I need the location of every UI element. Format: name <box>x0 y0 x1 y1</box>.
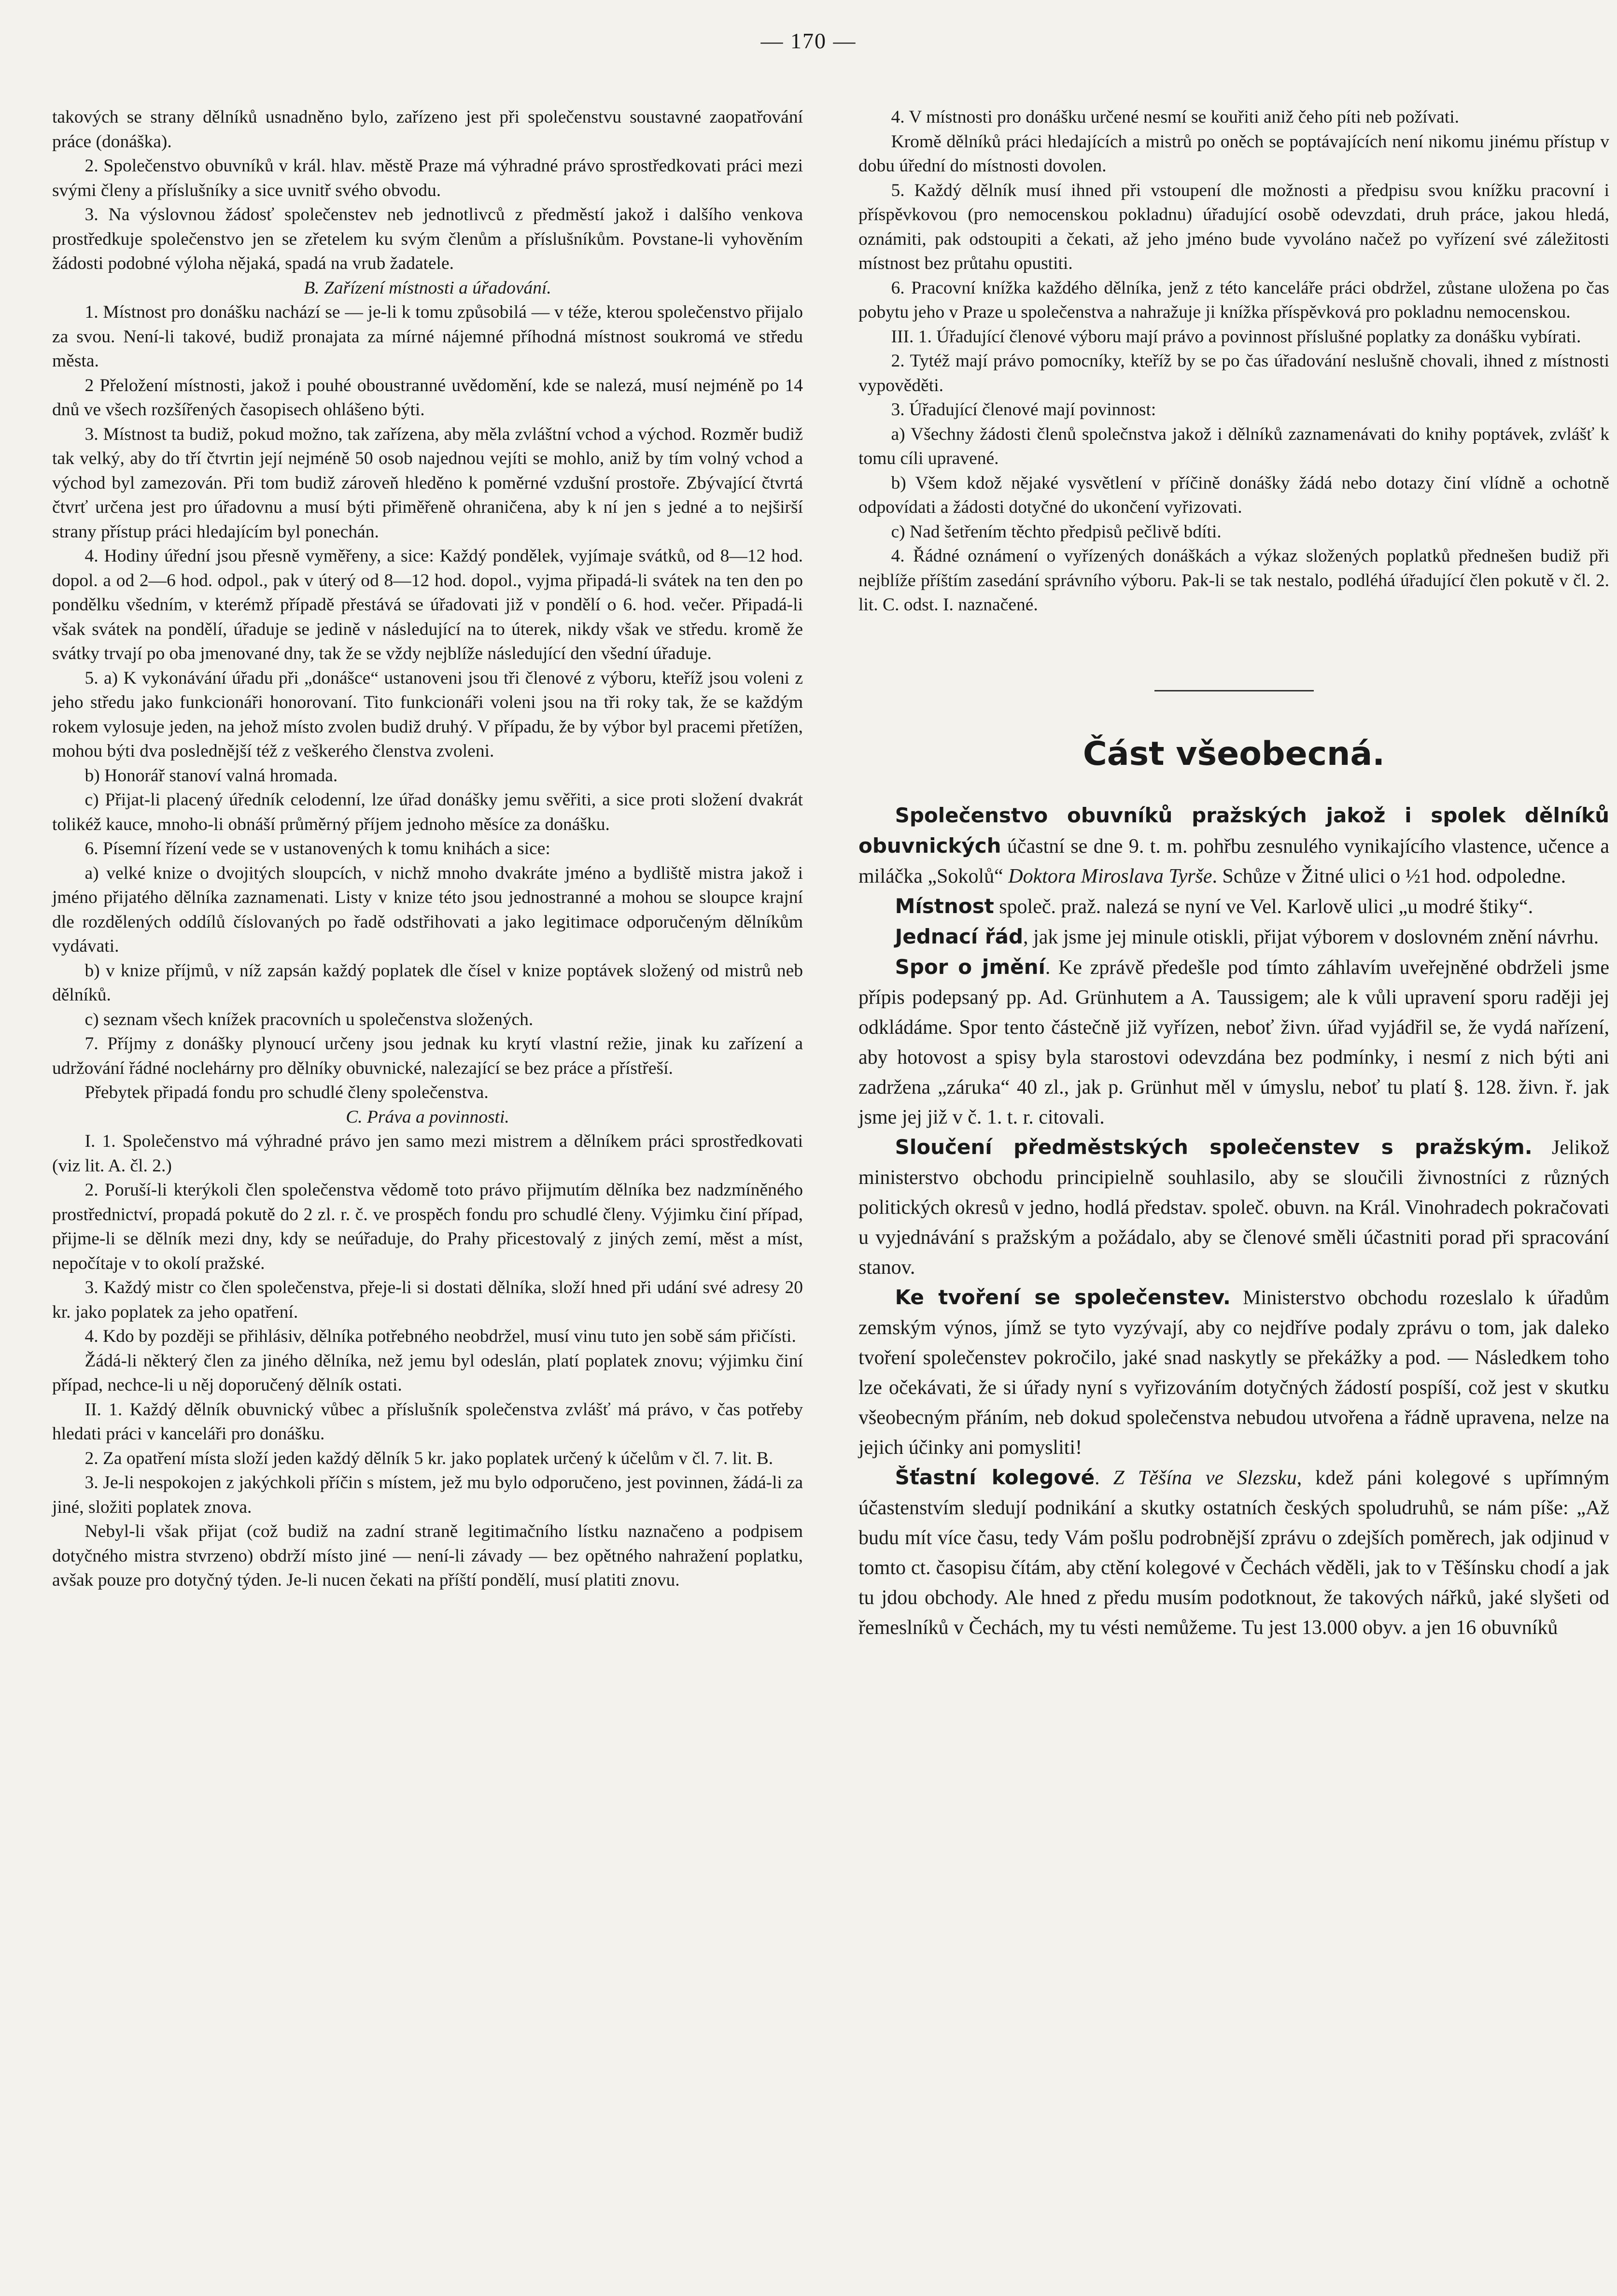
section-title: Část všeobecná. <box>1083 734 1385 773</box>
news-heading: Spor o jmění <box>895 955 1045 979</box>
news-text: , jak jsme jej minule otiskli, přijat výborem v doslovném znění návrhu. <box>1023 926 1599 948</box>
news-text: . Schůze v Žitné ulici o ½1 hod. odpoledne. <box>1212 865 1566 887</box>
paragraph: b) Honorář stanoví valná hromada. <box>84 765 338 786</box>
paragraph: a) Všechny žádosti členů společnstva jakož i dělníků zaznamenávati do knihy poptávek, zvlášť k tomu cíli upravené. <box>858 424 1609 468</box>
news-heading: Společenstvo obuvníků pražských jakož i spolek dělníků obuvnických <box>858 803 1609 858</box>
paragraph: 3. Každý mistr co člen společenstva, přeje-li si dostati dělníka, složí hned při udání své adresy 20 kr. jako poplatek za jeho opatření. <box>52 1278 803 1322</box>
paragraph: takových se strany dělníků usnadněno bylo, zařízeno jest při společenstvu soustavné zaopatřování práce (donáška). <box>52 107 803 152</box>
news-heading: Ke tvoření se společenstev. <box>895 1285 1231 1309</box>
news-item <box>858 801 1609 891</box>
news-heading: Sloučení předměstských společenstev s pražským. <box>895 1135 1533 1159</box>
paragraph: a) velké knize o dvojitých sloupcích, v nichž mnoho dvakráte jméno a bydliště mistra jakož i jméno přijatého dělníka zaznamenati. Listy v knize této jsou jednostranné a mohou se sloupce krajní dle rozdělených oddílů číslovaných po řadě odstřihovati a jako legitimace odporučeným dělníkům vydávati. <box>52 863 803 956</box>
news-item <box>858 1132 1609 1282</box>
paragraph: 3. Na výslovnou žádosť společenstev neb jednotlivců z předměstí jakož i dalšího venkova prostředkuje společenstvo jen se zřetelem ku svým členům a příslušníkům. Povstane-li vyhověním žádosti podobné výloha nějaká, spadá na vrub žadatele. <box>52 205 803 273</box>
subheading: B. Zařízení místnosti a úřadování. <box>304 278 551 298</box>
news-text: společ. praž. nalezá se nyní ve Vel. Karlově ulici „u modré štiky“. <box>994 895 1533 918</box>
paragraph: c) Nad šetřením těchto předpisů pečlivě bdíti. <box>891 521 1222 542</box>
news-item <box>858 1282 1609 1463</box>
news-list <box>858 801 1609 1643</box>
paragraph: c) seznam všech knížek pracovních u společenstva složených. <box>84 1009 534 1029</box>
news-text: Ministerstvo obchodu rozeslalo k úřadům zemským výnos, jímž se tyto vyzývají, aby co nejdříve podaly zprávu o tom, jak daleko tvoření společenstev pokročilo, jaké snad naskytly se překážky a pod. — Následkem toho lze očekávati, že si úřady nyní s vyřizováním dotyčných žádostí pospíší, což jest v skutku všeobecným přáním, neb dokud společenstva nebudou utvořena a řádně upravena, nelze na jejich účinky ani pomysliti! <box>858 1286 1609 1459</box>
paragraph: 1. Místnost pro donášku nachází se — je-li k tomu způsobilá — v téže, kterou společenstvo přijalo za svou. Není-li takové, budiž pronajata za mírné nájemné příhodná místnost soukromá ve středu města. <box>52 302 803 371</box>
left-column <box>52 105 803 1593</box>
paragraph: 6. Písemní řízení vede se v ustanovených k tomu knihách a sice: <box>84 839 550 859</box>
news-item <box>858 891 1609 922</box>
right-column <box>858 105 1609 1643</box>
divider <box>1154 690 1314 691</box>
news-heading: Místnost <box>895 894 994 918</box>
paragraph: Žádá-li některý člen za jiného dělníka, než jemu byl odeslán, platí poplatek znovu; výjimku činí případ, nechce-li u něj doporučený dělník ostati. <box>52 1351 803 1395</box>
paragraph: 4. Kdo by později se přihlásiv, dělníka potřebného neobdržel, musí vinu tuto jen sobě sám přičísti. <box>84 1326 796 1346</box>
paragraph: 4. V místnosti pro donášku určené nesmí se kouřiti aniž čeho píti neb požívati. <box>891 107 1460 127</box>
paragraph: 6. Pracovní knížka každého dělníka, jenž z této kanceláře práci obdržel, zůstane uložena po čas pobytu jeho v Praze u společenstva a nahražuje ji knížka příspěvková pro pokladnu nemocenskou. <box>858 278 1609 322</box>
paragraph: 5. Každý dělník musí ihned při vstoupení dle možnosti a předpisu svou knížku pracovní i příspěvkovou (pro nemocenskou pokladnu) úřadující osobě odevzdati, druh práce, jakou hledá, oznámiti, pak odstoupiti a čekati, až jeho jméno bude vyvoláno načež po vyřízení své záležitosti místnost bez průtahu opustiti. <box>858 180 1609 273</box>
paragraph: 2. Za opatření místa složí jeden každý dělník 5 kr. jako poplatek určený k účelům v čl. 7. lit. B. <box>84 1448 773 1468</box>
paragraph: Kromě dělníků práci hledajících a mistrů po oněch se poptávajících není nikomu jinému přístup v dobu úřední do místnosti dovolen. <box>858 131 1609 176</box>
news-item <box>858 952 1609 1132</box>
paragraph: 2. Tytéž mají právo pomocníky, kteříž by se po čas úřadování neslušně chovali, ihned z místnosti vypověděti. <box>858 351 1609 395</box>
news-text: . Ke zprávě předešle pod tímto záhlavím uveřejněné obdrželi jsme přípis podepsaný pp. Ad. Grünhutem a A. Taussigem; ale k vůli upravení sporu raději jej odkládáme. Spor tento částečně již vyřízen, neboť živn. úřad vyjádřil se, že vydá nařízení, aby hotovost a spisy byla starostovi odevzdána bez podmínky, i nesmí z nich býti ani zadržena „záruka“ 40 zl., jak p. Grünhut měl v úmyslu, neboť tu platí §. 128. živn. ř. jak jsme jej již v č. 1. t. r. citovali. <box>858 956 1610 1128</box>
paragraph: b) Všem kdož nějaké vysvětlení v příčině donášky žádá nebo dotazy činí vlídně a ochotně odpovídati a žádosti dotyčné do ukončení vyřizovati. <box>858 473 1609 517</box>
paragraph: Přebytek připadá fondu pro schudlé členy společenstva. <box>84 1083 489 1102</box>
paragraph: c) Přijat-li placený úředník celodenní, lze úřad donášky jemu svěřiti, a sice proti složení dvakrát tolikéž kauce, mnoho-li obnáší průměrný příjem jednoho měsíce za donášku. <box>52 790 803 834</box>
news-text: . <box>1095 1466 1113 1489</box>
news-emphasis: Doktora Miroslava Tyrše <box>1008 865 1212 887</box>
paragraph: 3. Úřadující členové mají povinnost: <box>891 400 1156 420</box>
paragraph: 2. Poruší-li kterýkoli člen společenstva vědomě toto právo přijmutím dělníka bez nadzmíněného prostřednictví, propadá pokutě do 2 zl. r. č. ve prospěch fondu pro schudlé členy. Výjimku činí případ, přijme-li se dělník mezi dny, kdy se neúřaduje, do Prahy přicestovalý z jiných zemí, měst a míst, nepočítaje v to okolí pražské. <box>52 1180 803 1273</box>
news-text: Jelikož ministerstvo obchodu principielně souhlasilo, aby se sloučili živnostníci z různých politických okresů v jedno, hodlá představ. společ. obuvn. na Král. Vinohradech pokračovati u vyjednávání s pražským a požádalo, aby se členové směli účastniti porad při spracování stanov. <box>858 1136 1610 1279</box>
page-number: — 170 — <box>760 28 857 53</box>
paragraph: 2. Společenstvo obuvníků v král. hlav. městě Praze má výhradné právo sprostředkovati práci mezi svými členy a příslušníky a sice uvnitř svého obvodu. <box>52 156 803 200</box>
paragraph: I. 1. Společenstvo má výhradné právo jen samo mezi mistrem a dělníkem práci sprostředkovati (viz lit. A. čl. 2.) <box>52 1131 803 1176</box>
paragraph: 5. a) K vykonávání úřadu při „donášce“ ustanoveni jsou tři členové z výboru, kteříž jsou voleni z jeho středu jako funkcionáři honorovaní. Tito funkcionáři voleni jsou na tři roky tak, že se každým rokem vylosuje jeden, na jehož místo zvolen budiž druhý. V případu, že by výbor byl pracemi přetížen, mohou býti dva poslednější též z veškerého členstva zvoleni. <box>52 668 803 761</box>
news-item <box>858 922 1609 952</box>
news-text: účastní se dne 9. t. m. pohřbu zesnulého vynikajícího vlastence, učence a miláčka „Sokolů“ <box>858 835 1609 887</box>
news-heading: Jednací řád <box>895 924 1024 948</box>
paragraph: 2 Přeložení místnosti, jakož i pouhé oboustranné uvědomění, kde se nalezá, musí nejméně po 14 dnů ve všech rozšířených časopisech ohlášeno býti. <box>52 375 803 420</box>
subheading: C. Práva a povinnosti. <box>346 1107 509 1127</box>
paragraph: 3. Je-li nespokojen z jakýchkoli příčin s místem, jež mu bylo odporučeno, jest povinnen, žádá-li za jiné, složiti poplatek znova. <box>52 1473 803 1517</box>
paragraph: 7. Příjmy z donášky plynoucí určeny jsou jednak ku krytí vlastní režie, jinak ku zařízení a udržování řádné noclehárny pro dělníky obuvnické, nalezající se bez práce a přístřeší. <box>52 1034 803 1078</box>
news-emphasis: Z Těšína ve Slezsku <box>1113 1466 1297 1489</box>
paragraph: b) v knize příjmů, v níž zapsán každý poplatek dle čísel v knize poptávek složený od mistrů neb dělníků. <box>52 960 803 1005</box>
news-heading: Šťastní kolegové <box>895 1465 1095 1489</box>
paragraph: 4. Řádné oznámení o vyřízených donáškách a výkaz složených poplatků přednešen budiž při nejblíže příštím zasedání správního výboru. Pak-li se tak nestalo, podléhá úřadující člen pokutě v čl. 2. lit. C. odst. I. naznačené. <box>858 546 1609 615</box>
paragraph: II. 1. Každý dělník obuvnický vůbec a příslušník společenstva zvlášť má právo, v čas potřeby hledati práci v kanceláři pro donášku. <box>52 1399 803 1444</box>
news-text: , kdež páni kolegové s upřímným účastenstvím sledují podnikání a skutky ostatních českých spoludruhů, se nám píše: „Až budu mít více času, tedy Vám pošlu podrobnější zprávu o zdejších poměrech, jak odjinud v tomto ct. časopisu čítám, aby ctění kolegové v Čechách věděli, jak to v Těšínsku chodí a jak tu jdou obchody. Ale hned z předu musím podotknout, že takových nářků, jaké slyšeti od řemeslníků v Čechách, my tu vésti nemůžeme. Tu jest 13.000 obyv. a jen 16 obuvníků <box>858 1466 1610 1639</box>
paragraph: Nebyl-li však přijat (což budiž na zadní straně legitimačního lístku naznačeno a podpisem dotyčného mistra stvrzeno) obdrží místo jiné — není-li závady — bez opětného nahražení poplatku, avšak pouze pro dotyčný týden. Je-li nucen čekati na příští pondělí, musí platiti znovu. <box>52 1521 803 1590</box>
news-item <box>858 1463 1609 1643</box>
paragraph: III. 1. Úřadující členové výboru mají právo a povinnost příslušné poplatky za donášku vybírati. <box>891 326 1581 347</box>
paragraph: 3. Místnost ta budiž, pokud možno, tak zařízena, aby měla zvláštní vchod a východ. Rozměr budiž tak velký, aby do tří čtvrtin její nejméně 50 osob najednou vejíti se mohlo, aniž by tím volný vchod a východ byl zamezován. Při tom budiž zároveň hleděno k poměrné vzdušní prostoře. Zbývající čtvrtá čtvrť určena jest pro úřadovnu a musí býti přiměřeně ohraničena, aby k ní jen s jedné a to nejširší strany přístup práci hledajícím byl ponechán. <box>52 424 803 542</box>
paragraph: 4. Hodiny úřední jsou přesně vyměřeny, a sice: Každý pondělek, vyjímaje svátků, od 8—12 hod. dopol. a od 2—6 hod. odpol., pak v úterý od 8—12 hod. dopol., vyjma připadá-li svátek na ten den po pondělku všedním, v kterémž případě přestává se úřadovati již v pondělí o 6. hod. večer. Připadá-li však svátek na pondělí, úřaduje se jedině v následující na to úterek, nikdy však ve středu. kromě že svátky trvají po oba jmenované dny, tak že se vždy nejblíže následující den všední úřaduje. <box>52 546 803 663</box>
